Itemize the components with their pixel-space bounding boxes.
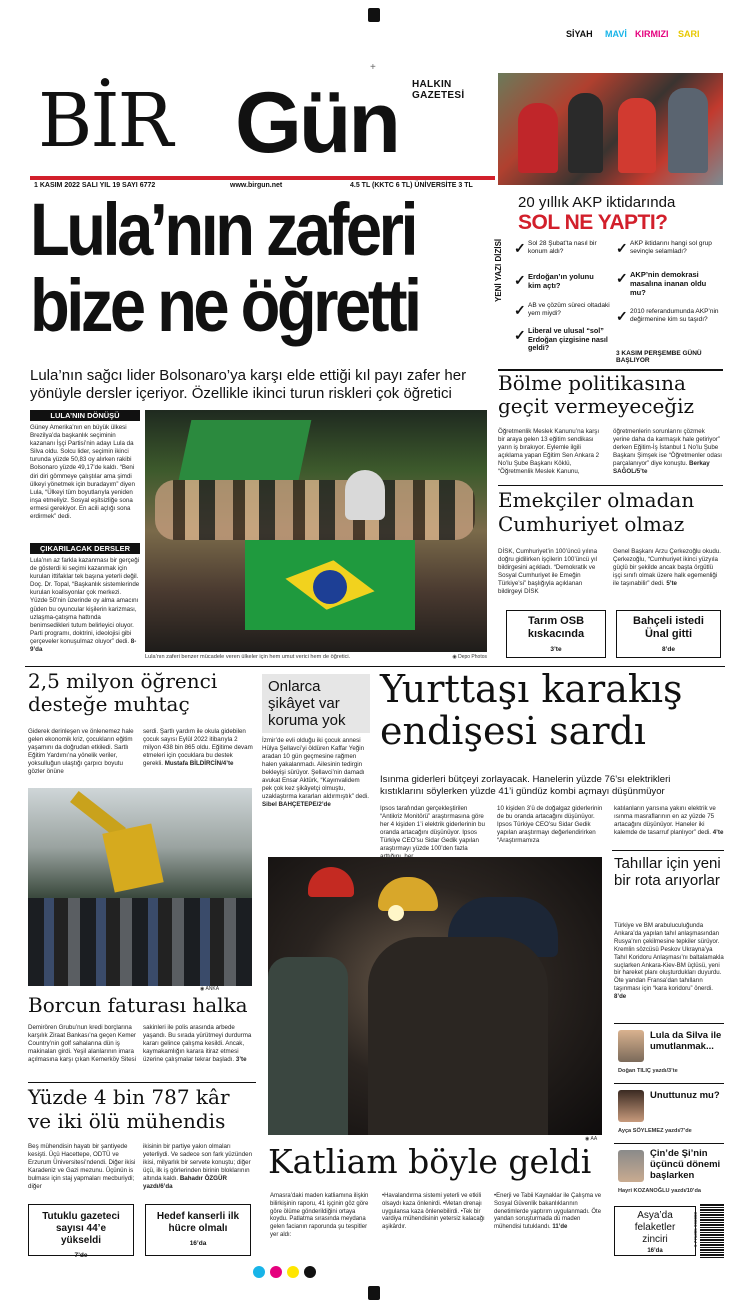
ogrenci-col1: Giderek derinleşen ve önlenemez hale gelen ekonomik kriz, çocukların eğitim yaşamını da doğrudan etkiledi. Sartlı Eğitim Yardımı’na yönelik veriler, yoksulluğun ulaştığı çarpıcı boyutu gözler önüne: [28, 728, 134, 775]
box-tutuklu-ref: 7’de: [74, 1252, 88, 1259]
columnist-title: Unuttunuz mu?: [650, 1090, 720, 1101]
price: 4.5 TL (KKTC 6 TL) ÜNİVERSİTE 3 TL: [350, 182, 473, 189]
dersler-ref[interactable]: 8-9’da: [30, 637, 137, 654]
box-hedef-ref: 16’da: [189, 1240, 207, 1247]
protest-photo: [498, 73, 723, 185]
columnist-byline: Ayça SÖYLEMEZ yazdı/7’de: [618, 1128, 692, 1134]
emekci-title: [498, 488, 723, 536]
aa-credit-text: AA: [590, 1136, 598, 1142]
divider: [28, 1082, 256, 1083]
onlarca-body: İzmir’de evli olduğu iki çocuk annesi Hülya Şellavci’yi öldüren Kaffar Yeğin aradan 10 gün geçmesine rağmen halen yakalanmadı. Ailesinin tedirgin bekleyişi sürüyor. Şellavci’nin damadı avukat Ensar Aktürk, “Kayınvalidem pek çok kez şikâyetçi olmuştu, uzaklaştırma kararları aldırmıştık” dedi.: [262, 737, 369, 800]
emekci-title1: Emekçiler olmadan: [498, 488, 695, 512]
barcode: [693, 1203, 724, 1258]
anka-credit: [200, 986, 219, 993]
borcun-col1: Demirören Grubu’nun kredi borçlarına karşılık Ziraat Bankası’na geçen Kemer Country’nin golf sahalarına dün iş makinaları girdi. Yeşil alanlarının imara açılmasına karşı çıkan Kemerköy Sitesi: [28, 1024, 136, 1063]
avatar: [618, 1090, 644, 1122]
reg-sari: SARI: [678, 29, 700, 39]
karakis-col3-text: katılanların yarısına yakını elektrik ve ısınma masraflarının en az yüzde 75 artacağını düşünüyor. Haneler iki kalemde de tasarruf planlıyor” dedi.: [614, 805, 716, 836]
akp-start: 3 KASIM PERŞEMBE GÜNÜ BAŞLIYOR: [616, 350, 702, 364]
bolme-col1: Öğretmenlik Meslek Kanunu’na karşı bir araya gelen 13 eğitim sendikası yarın iş bırakıyor. Eylemle ilgili açıklama yapan Eğitim Sen Ankara 2 No’lu Şube Başkanı Köklü, “Öğretmenlik Meslek Kanunu,: [498, 428, 600, 475]
box-asya-title: Asya’da felaketler zinciri: [634, 1210, 676, 1245]
tahillar-body: Türkiye ve BM arabuluculuğunda Ankara’da yapılan tahıl anlaşmasından Rusya’nın çekilmesine tepkiler sürüyor. Kremlin sözcüsü Peskov Ukrayna’ya Tahıl Koridoru Anlaşması’nı baltalamakla suçlarken Ankara-Kiev-BM üçlüsü, yeni bir hareket planı oluşturdukları duyurdu. Öte yandan Fransa’dan tahılların taşınması için “kara koridoru” önerdi.: [614, 922, 724, 993]
box-bahceli[interactable]: [616, 610, 721, 658]
katliam-col1: Amasra’daki maden katliamına ilişkin bilirkişinin raporu, 41 işçinin göz göre göre ölüme gönderildiğini ortaya koydu. Patlatma sırasında meydana gelen facianın raporunda şu tespitler yer aldı:: [270, 1193, 369, 1238]
karakis-sub1: Isınma giderleri bütçeyi zorlayacak. Hanelerin yüzde 76’sı elektrikleri: [380, 774, 671, 785]
series-vertical-label: YENİ YAZI DİZİSİ: [494, 238, 503, 302]
columnist-title: Lula da Silva ile umutlanmak...: [650, 1030, 722, 1052]
onlarca-box: [262, 674, 370, 844]
karakis-title: [380, 668, 725, 752]
karakis-col1: Ipsos tarafından gerçekleştirilen “Antikriz Monitörü” araştırmasına göre her 4 kişiden 1’i elektrik giderlerinin bu oranda artacağını düşünüyor. Ipsos Türkiye CEO’su Sidar Gedik yapılan araştırmayı yüzde 100’den fazla: [380, 805, 485, 852]
ogrenci-col2: [143, 728, 253, 768]
borcun-ref[interactable]: 3’te: [235, 1056, 247, 1063]
ogrenci-col2-text: serdi. Şartlı yardım ile okula gidebilen çocuk sayısı Eylül 2022 itibarıyla 2 milyon 438 bin 865 oldu. Eğitime devam etmeleri için çocuklara bu destek gerekli.: [143, 728, 253, 767]
kar-title1: Yüzde 4 bin 787 kâr: [28, 1085, 230, 1109]
lula-donus-label: LULA’NIN DÖNÜŞÜ: [30, 410, 140, 421]
logo-gun[interactable]: Gün: [235, 75, 398, 171]
logo-bir[interactable]: BİR: [38, 78, 172, 164]
issue-date: 1 KASIM 2022 SALI YIL 19 SAYI 6772: [34, 182, 156, 189]
borcun-col2: [143, 1024, 255, 1064]
reg-mavi: MAVİ: [605, 29, 627, 39]
bolme-title1: Bölme politikasına: [498, 371, 686, 395]
kar-col1: Beş mühendisin hayatı bir şantiyede kesişti. Üçü Hacettepe, ODTÜ ve Erzurum Üniversitesi’ndendi. Diğer ikisi Karadeniz ve Gazi mezunu. Üçünün is bulması için staj yapmaları mecburiydi; diğer: [28, 1143, 136, 1190]
dersler-body: Lula’nın az farkla kazanması bir gerçeği de gösterdi ki seçimi kazanmak için kurulan ittifaklar tek başına yeterli değil. Doç. Dr. Topal, “Başkanlık sistemlerinde kurulan koalisyonlar çok merkezi. Yüzde 50’nin üzerinde oy alma amacını güden bu oyuncular kişilerin karizması, uzlaşma-çatışma hattında benimsedikleri tutum belirleyici oluyor. Parti programı, doktrini, ideolojisi gibi çerçeveler konuşulmaz oluyor” dedi.: [30, 557, 140, 645]
lead-subhead-line1: Lula’nın sağcı lider Bolsonaro’ya karşı elde ettiği kıl payı zafer her: [30, 367, 467, 384]
emekci-col1: DİSK, Cumhuriyet’in 100’üncü yılına doğru gidilirken işçilerin 100’üncü yıl bildirgesini açıkladı. “Demokratik ve Sosyal Cumhuriyet ile Emeğin Türkiye’si” başlığıyla açıklanan bildirgeyi DİSK: [498, 548, 598, 595]
columnist-tilic[interactable]: [614, 1023, 724, 1079]
lula-credit: [445, 654, 487, 661]
box-hedef[interactable]: [145, 1204, 251, 1256]
check-icon: ✓: [514, 327, 526, 343]
tahillar-text: [614, 922, 724, 1001]
ogrenci-byline[interactable]: Mustafa BİLDİRCİN/4’te: [164, 760, 234, 767]
onlarca-text: [262, 737, 370, 809]
columnist-byline: Doğan TILIÇ yazdı/3’te: [618, 1068, 678, 1074]
karakis-ref[interactable]: 4’te: [712, 829, 724, 836]
divider: [498, 485, 723, 486]
kar-byline[interactable]: Bahadır ÖZGÜR yazdı/6’da: [143, 1175, 227, 1190]
divider: [612, 850, 724, 851]
miners-photo: [268, 857, 602, 1135]
akp-q1-text: Sol 28 Şubat’ta nasıl bir konum aldı?: [528, 240, 597, 255]
check-icon: ✓: [616, 308, 628, 324]
halkin-gazetesi: HALKIN GAZETESİ: [412, 79, 465, 101]
columnist-byline: Hayri KOZANOĞLU yazdı/10’da: [618, 1188, 701, 1194]
lead-headline: [30, 188, 495, 347]
avatar: [618, 1150, 644, 1182]
katliam-ref[interactable]: 11’de: [552, 1224, 568, 1231]
columnist-soylemez[interactable]: [614, 1083, 724, 1139]
magenta-dot-icon: [270, 1266, 282, 1278]
tahillar-ref[interactable]: 8’de: [614, 993, 627, 1001]
columnist-kozanoglu[interactable]: [614, 1143, 724, 1199]
reg-siyah: SİYAH: [566, 29, 593, 39]
crop-mark-icon: [368, 8, 380, 22]
onlarca-byline[interactable]: Sibel BAHÇETEPE/2’de: [262, 801, 331, 808]
dersler-label: ÇIKARILACAK DERSLER: [30, 543, 140, 554]
box-osb-title: Tarım OSB kıskacında: [527, 615, 585, 640]
bolme-title2: geçit vermeyeceğiz: [498, 394, 695, 418]
akp-q4-text: Liberal ve ulusal “sol” Erdoğan çizgisine nasıl geldi?: [528, 326, 608, 353]
crop-plus-icon: +: [370, 62, 376, 73]
anka-credit-text: ANKA: [205, 986, 220, 992]
lead-headline-line1: Lula’nın zaferi: [30, 188, 416, 271]
box-hedef-title: Hedef kanserli ilk hücre olmalı: [156, 1211, 240, 1234]
katliam-col2: •Havalandırma sistemi yeterli ve etkili olsaydı kaza önlenirdi. •Metan drenajı uygulansa kaza önlenebilirdi. •Tek bir vardiya mühendisinin yetersiz kalacağı aşikârdır.: [382, 1193, 485, 1231]
check-icon: ✓: [616, 270, 628, 286]
katliam-col3: [494, 1193, 602, 1232]
box-tutuklu[interactable]: [28, 1204, 134, 1259]
kar-title2: ve iki ölü mühendis: [28, 1109, 226, 1133]
emekci-title2: Cumhuriyet olmaz: [498, 512, 685, 536]
camera-icon: ◉: [585, 1136, 591, 1142]
dersler-text: [30, 557, 140, 654]
bolme-byline[interactable]: Berkay SAĞOL/5’te: [613, 460, 710, 475]
emekci-col2: [613, 548, 723, 588]
kar-title: [28, 1085, 258, 1133]
excavator-photo: [28, 788, 252, 986]
karakis-sub2: kıstıklarını söylerken yüzde 41’i gündüz kombi açmayı düşünmüyor: [380, 786, 665, 797]
akp-series: [494, 190, 723, 368]
box-bahceli-title: Bahçeli istedi Ünal gitti: [633, 615, 704, 640]
ogrenci-title: [28, 670, 258, 716]
box-bahceli-ref: 8’de: [661, 646, 675, 653]
akp-title2: SOL NE YAPTI?: [518, 211, 668, 234]
lula-credit-text: Depo Photos: [458, 654, 487, 660]
karakis-title2: endişesi sardı: [380, 709, 646, 753]
karakis-sub: [380, 774, 725, 798]
emekci-col2-text: Genel Başkanı Arzu Çerkezoğlu okudu. Çerkezoğlu, “Cumhuriyet ikinci yüzyıla güçlü bir şekilde ancak başta örgütlü işçi sınıfı olmak üzere halk egemenliği ile taşınabilir” dedi.: [613, 548, 721, 587]
registration-marks: [0, 0, 750, 73]
karakis-title1: Yurttaşı karakış: [380, 667, 683, 711]
avatar: [618, 1030, 644, 1062]
kar-col2: [143, 1143, 255, 1191]
box-osb-ref: 3’te: [550, 646, 562, 653]
katliam-title: Katliam böyle geldi: [268, 1142, 592, 1181]
akp-q2-text: Erdoğan’ın yolunu kim açtı?: [528, 272, 594, 290]
emekci-ref[interactable]: 5’te: [666, 580, 677, 587]
akp-title1: 20 yıllık AKP iktidarında: [518, 194, 676, 211]
columnist-title: Çin’de Şi’nin üçüncü dönemi başlarken: [650, 1148, 721, 1181]
black-dot-icon: [304, 1266, 316, 1278]
yellow-dot-icon: [287, 1266, 299, 1278]
kar-col2-text: ikisinin bir partiye yakın olmaları yeterliydi. Ve sadece son fark yüzünden ikisi, milyarlık bir servete konuştu; diğer üçü, ilk iş görlerinden birinin bloklarının altında kaldı.: [143, 1143, 253, 1182]
box-asya[interactable]: [614, 1206, 699, 1256]
lula-donus-text: Güney Amerika’nın en büyük ülkesi Brezilya’da başkanlık seçiminin kazananı İşçi Partisi’nin adayı Lula da Silva oldu. Solcu lider, seçimin ikinci turunda yüzde 50,83 oy alırken rakibi Bolsonaro yüzde 49,17’de kaldı. “Beni diri diri gömmeye çalıştılar ama şimdi ülkeyi yönetmek için buradayım” diyen Lula, “Ülkeyi tüm boyutlarıyla yeniden inşa etmeliyiz. Sosyal eşitsizliğe sona ermesi gerekiyor. En acili açlığı sona erdirmek” dedi.: [30, 424, 135, 521]
box-osb[interactable]: [506, 610, 606, 658]
lula-caption: Lula’nın zaferi benzer mücadele veren ülkeler için hem umut verici hem de öğretici.: [145, 654, 351, 660]
check-icon: ✓: [514, 240, 526, 256]
lead-headline-line2: bize ne öğretti: [30, 264, 419, 347]
bolme-title: [498, 372, 723, 418]
camera-icon: ◉: [200, 986, 206, 992]
check-icon: ✓: [514, 302, 526, 318]
akp-q6-text: AKP’nin demokrasi masalına inanan oldu mu?: [630, 270, 707, 297]
color-marks: [253, 1266, 333, 1280]
bolme-col2-text: öğretmenlerin sorunlarını çözmek yerine daha da karmaşık hale getiriyor” derken Eğitim-İş İstanbul 1 No’lu Şube Başkanı Şimşek ise “Öğretmenler odası parçalanıyor” diye konuştu.: [613, 428, 723, 467]
onlarca-title: Onlarca şikâyet var koruma yok: [262, 674, 370, 733]
check-icon: ✓: [514, 272, 526, 288]
borcun-col2-text: sakinleri ile polis arasında arbede yaşandı. Bu sırada yürütmeyi durdurma kararı gelince çalışma kesildi. Ancak, kaymakamlığın karara itiraz etmesi üzerine çalışmalar tekrar başladı.: [143, 1024, 252, 1063]
akp-q7-text: 2010 referandumunda AKP’nin değirmenine kim su taşıdı?: [630, 308, 719, 323]
karakis-col2: 10 kişiden 3’ü de doğalgaz giderlerinin de bu oranda artacağını düşünüyor. Ipsos Türkiye CEO’su Sidar Gedik yapılan araştırmayı değerlendirirken “Araştırmamıza: [497, 805, 603, 844]
ogrenci-title2: desteğe muhtaç: [28, 692, 190, 716]
website-link[interactable]: www.birgun.net: [230, 182, 283, 189]
lula-photo: [145, 410, 487, 652]
ogrenci-title1: 2,5 milyon öğrenci: [28, 669, 218, 693]
katliam-col3-text: •Enerji ve Tabii Kaynaklar ile Çalışma ve Sosyal Güvenlik bakanlıklarının denetimlerde yaptırım uygulanmadı. Öte yandan soruşturmada dü maden mühendisi tutuklandı.: [494, 1193, 602, 1231]
cyan-dot-icon: [253, 1266, 265, 1278]
barcode-number: 9 771305 996008: [693, 1211, 699, 1248]
akp-q5-text: AKP iktidarını hangi sol grup sevinçle selamladı?: [630, 240, 712, 255]
box-tutuklu-title: Tutuklu gazeteci sayısı 44’e yükseldi: [42, 1211, 120, 1246]
box-asya-ref: 16’da: [647, 1248, 663, 1254]
tahillar-title: Tahıllar için yeni bir rota arıyorlar: [614, 855, 721, 889]
akp-q3-text: AB ve çözüm süreci oltadaki yem miydi?: [528, 302, 610, 317]
lead-subhead-line2: yönüyle dersler içeriyor. Özellikle ikinci turun riskleri çok öğretici: [30, 385, 452, 402]
crop-mark-icon: [368, 1286, 380, 1300]
lead-subhead: [30, 367, 495, 403]
masthead: [30, 70, 495, 180]
bolme-col2: [613, 428, 723, 476]
karakis-col3: [614, 805, 724, 837]
reg-kirmizi: KIRMIZI: [635, 29, 669, 39]
borcun-title: Borcun faturası halka: [28, 993, 248, 1017]
camera-icon: ◉: [452, 654, 459, 660]
check-icon: ✓: [616, 240, 628, 256]
